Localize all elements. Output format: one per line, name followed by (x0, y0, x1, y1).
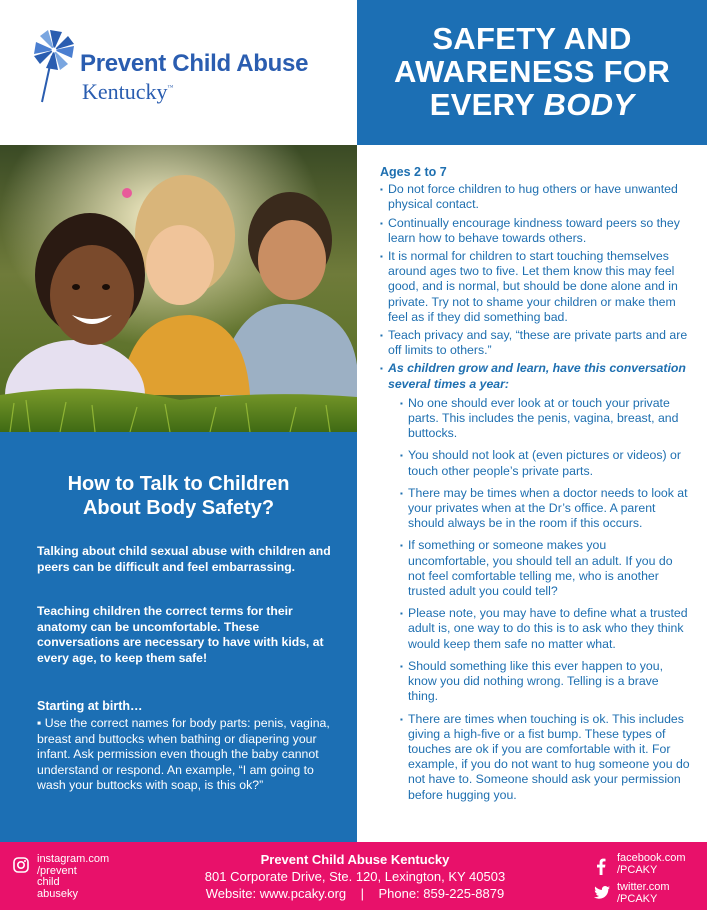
list-item: ▪ If something or someone makes you uncomfortable, you should tell an adult. If you do not feel comfortable telling me, who is another trusted adult you could tell? (400, 538, 690, 599)
logo (30, 26, 350, 116)
title-line-3: EVERY BODY (429, 87, 635, 122)
left-info-panel (0, 432, 357, 842)
twitter-icon[interactable] (594, 886, 610, 899)
pinwheel-logo-icon (30, 26, 82, 104)
list-item: ▪ You should not look at (even pictures or videos) or touch other people’s private parts. (400, 448, 690, 478)
facebook-link[interactable]: facebook.com /PCAKY (617, 852, 686, 876)
logo-state-name: Kentucky™ (82, 79, 174, 104)
starting-at-birth-heading: Starting at birth… (37, 699, 143, 713)
footer (0, 842, 707, 910)
emphasis-list-item: ▪ As children grow and learn, have this conversation several times a year: ▪ No one should ever look at or touch your private parts. This includes the penis, vagina, breast, and buttocks. ▪ You should not look at (even pictures or videos) or touch other people’s private parts. ▪ There may be times when a doctor needs to look at your privates when at the Dr’s office. A parent should always be in the room if this occurs. ▪ If something or someone makes you uncomfortable, you should tell an adult. If you do not feel comfortable telling me, who is another trusted adult you could tell? ▪ Please note, you may have to define what a trusted adult is, one way to do this is to ask who they think would keep them safe no matter what. ▪ Should something like this ever happen to you, know you did nothing wrong. Telling is a brave thing. ▪ There are times when touching is ok. This includes giving a high-five or a fist bump. These types of touches are ok if you are comfortable with it. For example, if you do not want to hug someone you do not have to. Someone should ask your permission before hugging you. (380, 361, 690, 802)
footer-address: 801 Corporate Drive, Ste. 120, Lexington, KY 40503 (204, 869, 506, 884)
instagram-link[interactable]: instagram.com /prevent child abuseky (37, 853, 110, 900)
section-heading: How to Talk to Children About Body Safety? (67, 473, 290, 519)
footer-web-phone (160, 885, 550, 902)
separator: | (360, 886, 364, 901)
list-item: ▪ Should something like this ever happen to you, know you did nothing wrong. Telling is a brave thing. (400, 659, 690, 705)
list-item: ▪ No one should ever look at or touch your private parts. This includes the penis, vagina, breast, and buttocks. (400, 396, 690, 442)
footer-org-name: Prevent Child Abuse Kentucky (260, 852, 450, 867)
ages-2-to-7-section (380, 165, 690, 810)
list-item: ▪ There are times when touching is ok. This includes giving a high-five or a fist bump. These types of touches are ok if you are comfortable with it. For example, if you do not want to hug someone you do not have to. Someone should ask your permission before hugging you. (400, 712, 690, 803)
ages-bullet-list (380, 182, 690, 803)
list-item: ▪ Teach privacy and say, “these are private parts and are off limits to others.” (380, 328, 690, 358)
intro-paragraph-1: Talking about child sexual abuse with children and peers can be difficult and feel embarrassing. (37, 544, 331, 574)
instagram-icon[interactable] (13, 857, 29, 873)
title-block (357, 0, 707, 145)
ages-heading: Ages 2 to 7 (380, 165, 447, 179)
intro-paragraph-2: Teaching children the correct terms for their anatomy can be uncomfortable. These conversations are necessary to have with kids, at every age, to keep them safe! (37, 604, 324, 665)
logo-org-name: Prevent Child Abuse (80, 50, 309, 77)
list-item: ▪ Continually encourage kindness toward peers so they learn how to behave towards others. (380, 216, 690, 246)
title-line-2: AWARENESS FOR (393, 54, 671, 89)
list-item: ▪ It is normal for children to start touching themselves around ages two to five. Let them know this may feel good, and is normal, but should be done alone and in private. Try not to shame your children or make them feel as if they did something bad. (380, 249, 690, 325)
website-link[interactable]: Website: www.pcaky.org (205, 886, 347, 901)
list-item: ▪ There may be times when a doctor needs to look at your privates when at the Dr’s office. A parent should always be in the room if this occurs. (400, 486, 690, 532)
facebook-icon[interactable] (596, 858, 606, 875)
phone-number[interactable]: Phone: 859-225-8879 (378, 886, 505, 901)
title-line-1: SAFETY AND (432, 21, 632, 56)
list-item: ▪ Please note, you may have to define what a trusted adult is, one way to do this is to ask who they think would keep them safe no matter what. (400, 606, 690, 652)
twitter-link[interactable]: twitter.com /PCAKY (617, 881, 670, 905)
footer-contact (160, 851, 550, 902)
children-photo (0, 145, 357, 432)
list-item: ▪ Do not force children to hug others or have unwanted physical contact. (380, 182, 690, 212)
conversation-sub-list (388, 396, 690, 803)
starting-at-birth-text: ▪ Use the correct names for body parts: penis, vagina, breast and buttocks when bathing or diapering your infant. Ask permission even though the baby cannot understand or respond. An example, “I am going to wash your buttocks with soap, is this ok?” (37, 716, 330, 792)
